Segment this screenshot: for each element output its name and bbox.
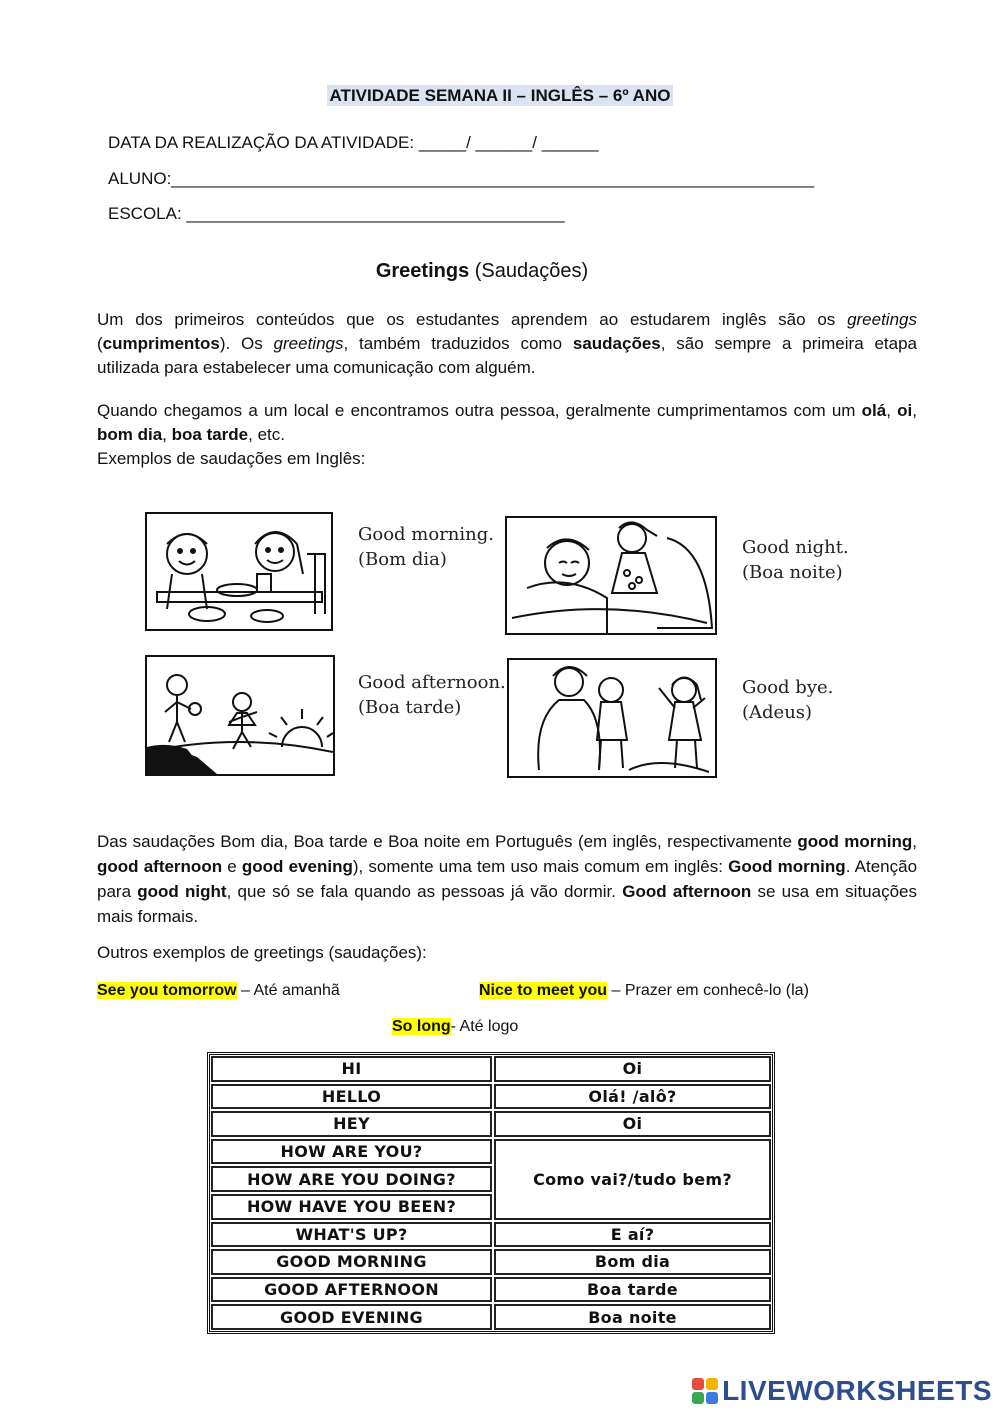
farewell-scene-image xyxy=(509,660,715,776)
liveworksheets-icon xyxy=(692,1378,718,1404)
example-so-long: So long- Até logo xyxy=(392,1018,519,1035)
bedtime-scene-image xyxy=(507,518,715,633)
examples-intro: Exemplos de saudações em Inglês: xyxy=(97,449,366,468)
table-cell-en: HOW ARE YOU DOING? xyxy=(211,1166,492,1192)
table-cell-en: HELLO xyxy=(211,1084,492,1110)
table-cell-pt: Boa noite xyxy=(494,1304,771,1330)
breakfast-scene-image xyxy=(147,514,331,629)
good-morning-caption: Good morning. (Bom dia) xyxy=(358,524,494,570)
situation-paragraph: Quando chegamos a um local e encontramos outra pessoa, geralmente cumprimentamos com um olá, oi, bom dia, boa tarde, etc. Exemplos de saudações em Inglês: xyxy=(97,401,917,468)
page-title: ATIVIDADE SEMANA II – INGLÊS – 6º ANO xyxy=(0,86,1000,106)
table-cell-pt: Bom dia xyxy=(494,1249,771,1275)
table-cell-en: GOOD EVENING xyxy=(211,1304,492,1330)
usage-paragraph: Das saudações Bom dia, Boa tarde e Boa noite em Português (em inglês, respectivamente good morning, good afternoon e good evening), somente uma tem uso mais comum em inglês: Good morning. Atenção para good night, que só se fala quando as pessoas já vão dormir. Good afternoon se usa em situações mais formais. xyxy=(97,832,918,926)
good-afternoon-caption: Good afternoon. (Boa tarde) xyxy=(358,672,506,718)
table-cell-en: GOOD MORNING xyxy=(211,1249,492,1275)
good-night-caption: Good night. (Boa noite) xyxy=(742,537,849,583)
section-title: Greetings (Saudações) xyxy=(375,260,589,282)
example-nice-to-meet-you: Nice to meet you – Prazer em conhecê-lo (la) xyxy=(479,982,809,999)
intro-paragraph: Um dos primeiros conteúdos que os estudantes aprendem ao estudarem inglês são os greetings (cumprimentos). Os greetings, também traduzidos como saudações, são sempre a primeira etapa utilizada para estabelecer uma comunicação com alguém. xyxy=(97,310,918,377)
good-bye-caption: Good bye. (Adeus) xyxy=(742,677,834,723)
table-cell-en: HI xyxy=(211,1056,492,1082)
school-field[interactable]: ESCOLA: ________________________________________ xyxy=(108,204,565,223)
good-afternoon-illustration xyxy=(145,655,335,776)
table-cell-pt: Olá! /alô? xyxy=(494,1084,771,1110)
example-see-you-tomorrow: See you tomorrow – Até amanhã xyxy=(97,982,340,999)
table-cell-en: GOOD AFTERNOON xyxy=(211,1277,492,1303)
other-examples-intro: Outros exemplos de greetings (saudações): xyxy=(97,943,427,962)
good-night-illustration xyxy=(505,516,717,635)
greetings-table xyxy=(207,1052,775,1334)
table-cell-en: WHAT'S UP? xyxy=(211,1222,492,1248)
sunset-scene-image xyxy=(147,657,333,774)
good-morning-illustration xyxy=(145,512,333,631)
date-field[interactable]: DATA DA REALIZAÇÃO DA ATIVIDADE: _____/ ______/ ______ xyxy=(108,133,599,152)
good-bye-illustration xyxy=(507,658,717,778)
student-field[interactable]: ALUNO:____________________________________________________________________ xyxy=(108,169,815,188)
table-cell-en: HEY xyxy=(211,1111,492,1137)
table-cell-pt: Oi xyxy=(494,1056,771,1082)
table-cell-pt: Oi xyxy=(494,1111,771,1137)
table-cell-en: HOW HAVE YOU BEEN? xyxy=(211,1194,492,1220)
table-cell-pt: E aí? xyxy=(494,1222,771,1248)
liveworksheets-logo[interactable]: LIVEWORKSHEETS xyxy=(692,1375,992,1407)
table-cell-en: HOW ARE YOU? xyxy=(211,1139,492,1165)
table-cell-pt: Boa tarde xyxy=(494,1277,771,1303)
table-cell-pt-merged: Como vai?/tudo bem? xyxy=(494,1139,771,1220)
